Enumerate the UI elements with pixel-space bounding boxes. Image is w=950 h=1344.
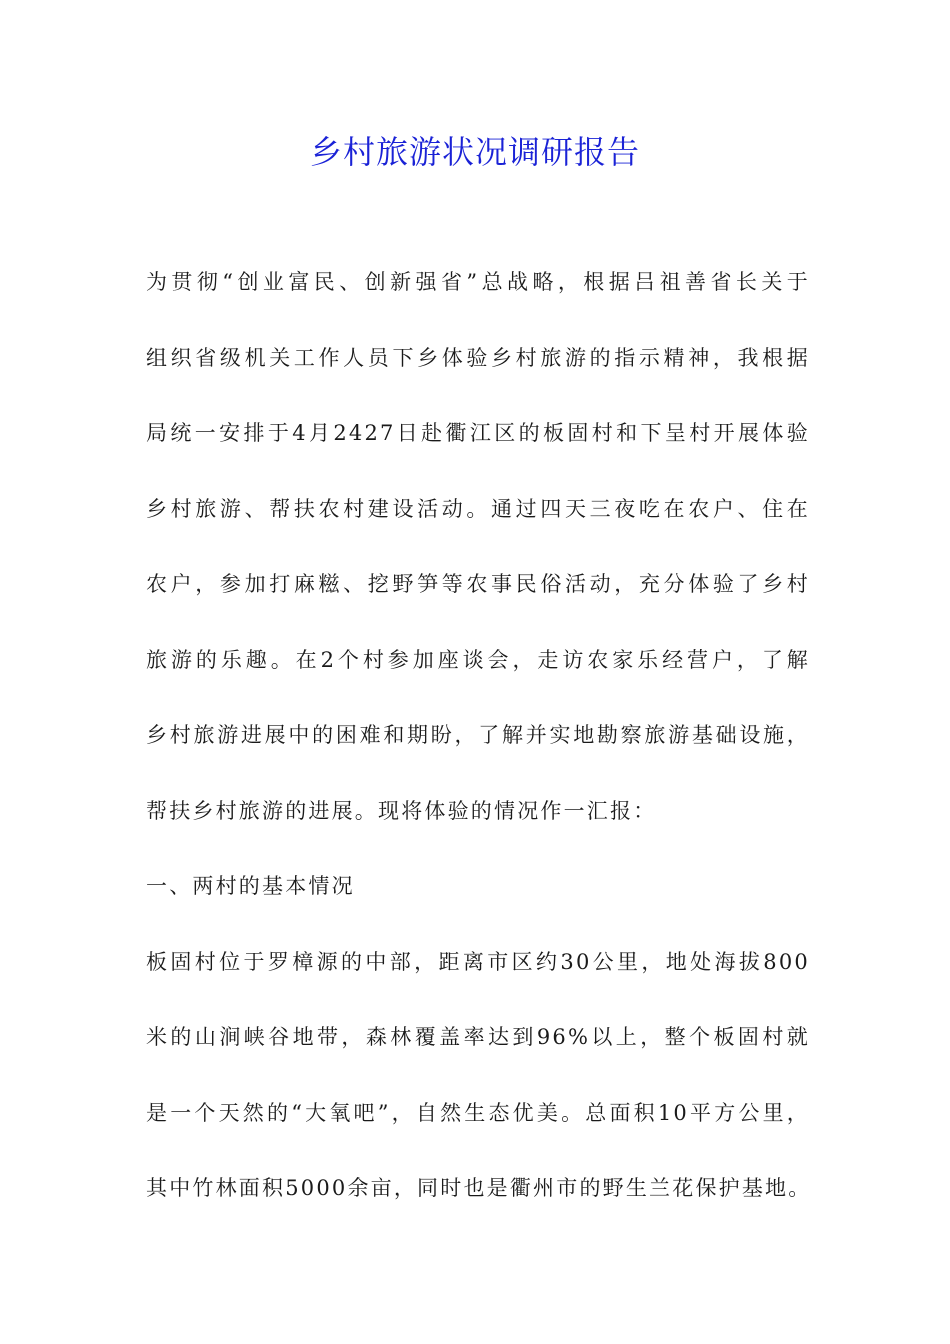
paragraph-line: 局统一安排于4月2427日赴衢江区的板固村和下呈村开展体验 bbox=[146, 421, 810, 445]
page-title: 乡村旅游状况调研报告 bbox=[309, 133, 640, 171]
document-body bbox=[146, 262, 810, 1244]
paragraph-line: 农户，参加打麻糍、挖野笋等农事民俗活动，充分体验了乡村 bbox=[146, 572, 810, 596]
paragraph-line: 米的山涧峡谷地带，森林覆盖率达到96%以上，整个板固村就 bbox=[146, 1025, 810, 1049]
section-heading: 一、两村的基本情况 bbox=[146, 874, 355, 898]
paragraph-line: 帮扶乡村旅游的进展。现将体验的情况作一汇报： bbox=[146, 798, 657, 823]
paragraph-line: 组织省级机关工作人员下乡体验乡村旅游的指示精神，我根据 bbox=[146, 345, 810, 370]
paragraph-line: 旅游的乐趣。在2个村参加座谈会，走访农家乐经营户，了解 bbox=[146, 647, 810, 672]
paragraph-line: 乡村旅游进展中的困难和期盼，了解并实地勘察旅游基础设施， bbox=[146, 723, 810, 747]
paragraph-line: 是一个天然的“大氧吧”，自然生态优美。总面积10平方公里， bbox=[146, 1100, 810, 1125]
paragraph-line: 板固村位于罗樟源的中部，距离市区约30公里，地处海拔800 bbox=[146, 949, 810, 974]
paragraph-line: 乡村旅游、帮扶农村建设活动。通过四天三夜吃在农户、住在 bbox=[146, 496, 810, 521]
paragraph-line: 其中竹林面积5000余亩，同时也是衢州市的野生兰花保护基地。 bbox=[146, 1176, 812, 1200]
paragraph-line: 为贯彻“创业富民、创新强省”总战略，根据吕祖善省长关于 bbox=[146, 270, 810, 294]
